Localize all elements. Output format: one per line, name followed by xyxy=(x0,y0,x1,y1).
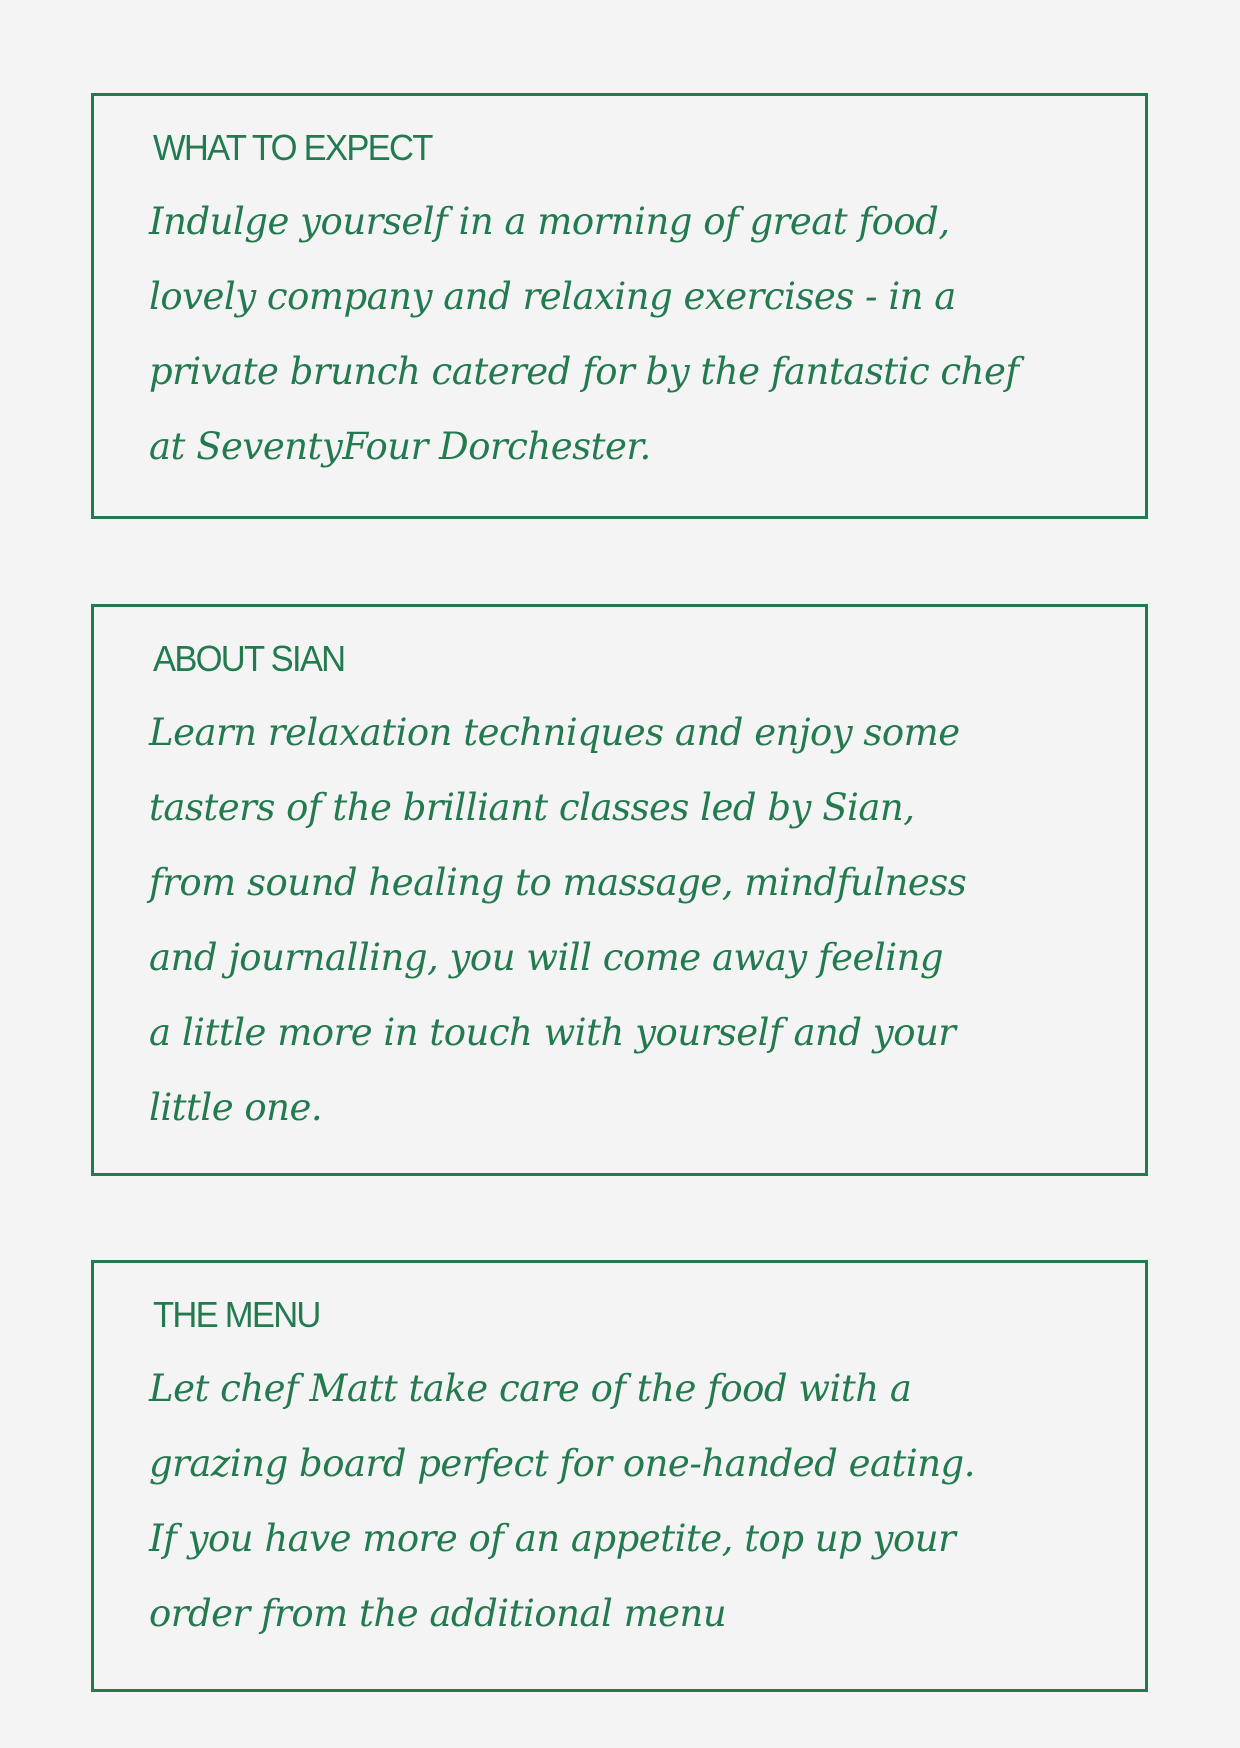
body-line: Let chef Matt take care of the food with a xyxy=(149,1367,912,1410)
body-line: little one. xyxy=(149,1086,323,1129)
body-line: Indulge yourself in a morning of great food, xyxy=(149,200,950,243)
body-line: If you have more of an appetite, top up your xyxy=(149,1517,956,1560)
section-body xyxy=(149,184,1139,484)
section-heading: ABOUT SIAN xyxy=(153,638,345,679)
section-body xyxy=(149,695,1139,1145)
body-line: order from the additional menu xyxy=(149,1592,727,1635)
body-line: Learn relaxation techniques and enjoy some xyxy=(149,711,960,754)
the-menu-card xyxy=(91,1260,1148,1692)
body-line: private brunch catered for by the fantastic chef xyxy=(149,350,1019,393)
what-to-expect-card xyxy=(91,93,1148,519)
section-heading: THE MENU xyxy=(153,1294,320,1335)
body-line: and journalling, you will come away feeling xyxy=(149,936,944,979)
body-line: lovely company and relaxing exercises - in a xyxy=(149,275,956,318)
section-body xyxy=(149,1351,1139,1651)
body-line: from sound healing to massage, mindfulness xyxy=(149,861,967,904)
body-line: at SeventyFour Dorchester. xyxy=(149,425,651,468)
about-sian-card xyxy=(91,604,1148,1176)
section-heading: WHAT TO EXPECT xyxy=(153,127,432,168)
body-line: grazing board perfect for one-handed eating. xyxy=(149,1442,976,1485)
body-line: a little more in touch with yourself and your xyxy=(149,1011,956,1054)
body-line: tasters of the brilliant classes led by Sian, xyxy=(149,786,915,829)
